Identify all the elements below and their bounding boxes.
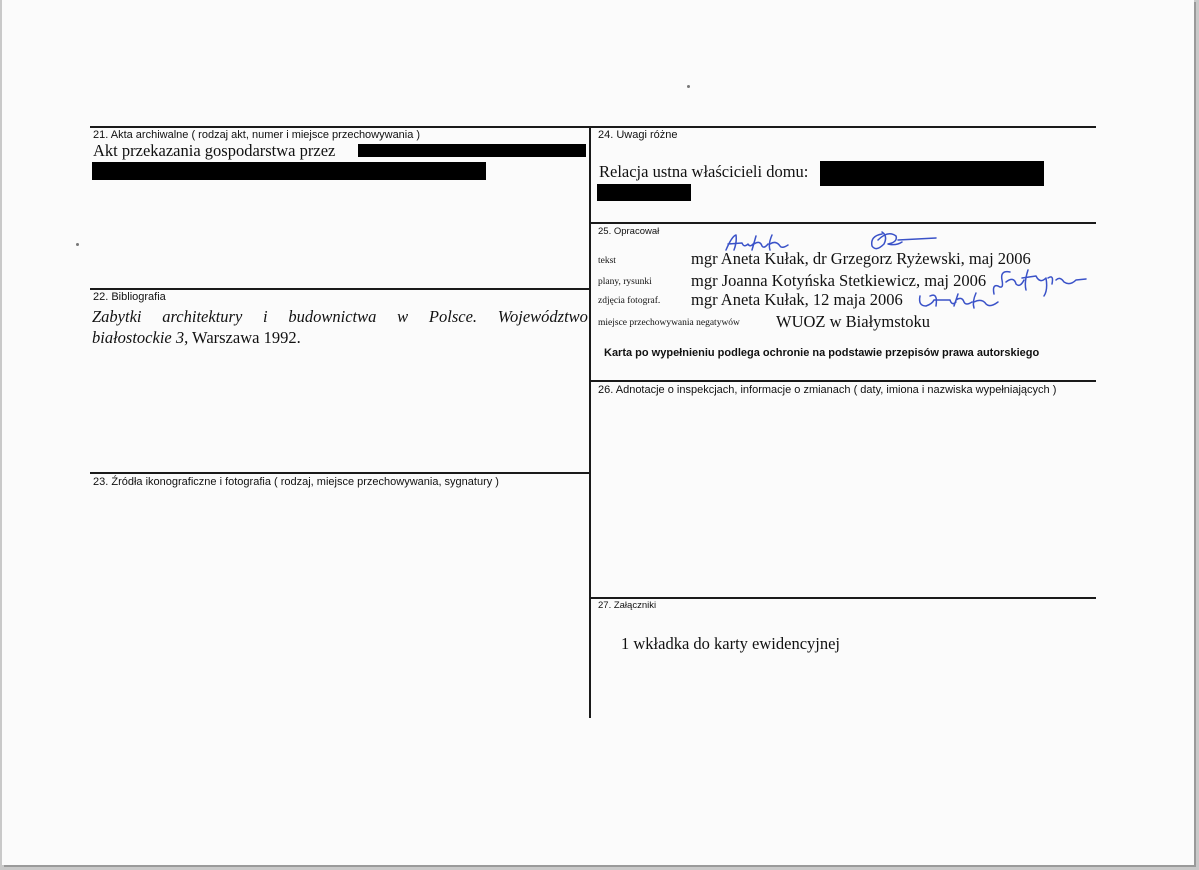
s25-row-key: zdjęcia fotograf. [598,296,661,306]
bibliography-line2 [92,327,588,348]
bib-word: w [397,307,409,326]
s24-value: Relacja ustna właścicieli domu: [599,162,809,181]
redaction-bar [597,184,691,201]
s25-row-key: tekst [598,256,616,266]
copyright-note: Karta po wypełnieniu podlega ochronie na podstawie przepisów prawa autorskiego [604,347,1040,359]
signature-kulak-icon [724,232,794,254]
bib-word: budownictwa [288,307,377,326]
record-card [2,0,1194,865]
s21-value: Akt przekazania gospodarstwa przez [93,141,336,160]
rule-s22 [90,288,589,290]
s21-label: 21. Akta archiwalne ( rodzaj akt, numer i miejsce przechowywania ) [93,129,421,141]
s25-row-value: mgr Joanna Kotyńska Stetkiewicz, maj 2006 [691,271,987,290]
redaction-bar [92,162,486,180]
rule-s27 [591,597,1096,599]
rule-s23 [90,472,589,474]
bibliography-line1 [92,306,588,327]
s27-label: 27. Załączniki [598,600,657,611]
bib-word: Województwo [497,307,588,326]
s26-label: 26. Adnotacje o inspekcjach, informacje o zmianach ( daty, imiona i nazwiska wypełniających ) [598,384,1057,396]
bib-italic-part: białostockie 3 [92,328,185,347]
signature-kulak-2-icon [916,290,1006,312]
bib-rest: , Warszawa 1992. [184,328,301,347]
paper-speck [76,243,79,246]
s25-row-value: mgr Aneta Kułak, dr Grzegorz Ryżewski, maj 2006 [691,249,1031,268]
signature-ryzewski-icon [868,228,938,252]
bib-word: architektury [162,307,243,326]
s27-value: 1 wkładka do karty ewidencyjnej [621,634,841,653]
bib-word: Zabytki [92,307,142,326]
s22-bibliography [92,306,588,348]
s22-label: 22. Bibliografia [93,291,166,303]
s25-row-value: mgr Aneta Kułak, 12 maja 2006 [691,290,903,309]
center-divider [589,126,591,718]
s25-label: 25. Opracował [598,226,660,237]
s23-label: 23. Źródła ikonograficzne i fotografia ( rodzaj, miejsce przechowywania, sygnatury ) [93,476,499,488]
top-rule [90,126,1096,128]
paper-speck [687,85,690,88]
s24-label: 24. Uwagi różne [598,129,678,141]
bib-word: i [263,307,268,326]
s25-row-key: plany, rysunki [598,277,652,287]
s25-row-key: miejsce przechowywania negatywów [598,318,740,328]
redaction-bar [820,161,1044,186]
rule-s25 [591,222,1096,224]
redaction-bar [358,144,586,157]
s25-row-value: WUOZ w Białymstoku [776,312,930,331]
rule-s26 [591,380,1096,382]
bib-word: Polsce. [428,307,478,326]
